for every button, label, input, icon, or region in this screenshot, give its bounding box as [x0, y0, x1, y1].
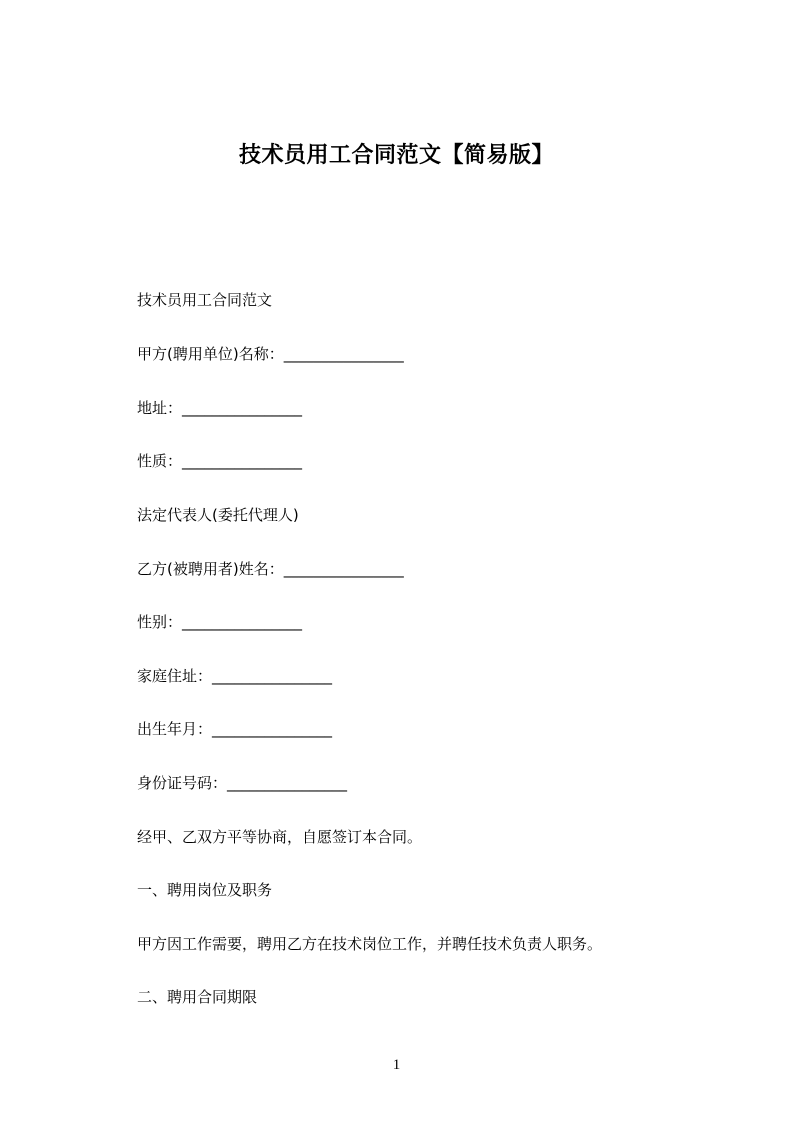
agreement-statement [137, 827, 422, 847]
fill-in-blank: ________________ [227, 774, 348, 792]
employee-name-line [137, 559, 404, 579]
line-text: 经甲、乙双方平等协商，自愿签订本合同。 [137, 828, 423, 846]
nature-line [137, 451, 302, 471]
line-label: 出生年月： [137, 720, 213, 738]
fill-in-blank: ________________ [182, 399, 303, 417]
id-number-line [137, 773, 347, 793]
line-label: 性质： [137, 452, 183, 470]
position-clause [137, 934, 602, 954]
gender-line [137, 612, 302, 632]
document-title: 技术员用工合同范文【简易版】 [238, 143, 554, 168]
line-text: 一、聘用岗位及职务 [137, 881, 273, 899]
employer-name-line [137, 344, 404, 364]
fill-in-blank: ________________ [283, 560, 404, 578]
fill-in-blank: ________________ [182, 613, 303, 631]
line-text: 技术员用工合同范文 [137, 291, 273, 309]
home-address-line [137, 666, 332, 686]
page-number: 1 [392, 1057, 401, 1073]
birth-date-line [137, 719, 332, 739]
legal-representative-line [137, 505, 299, 525]
fill-in-blank: ________________ [182, 452, 303, 470]
line-label: 家庭住址： [137, 667, 213, 685]
section-heading-term [137, 987, 257, 1007]
fill-in-blank: ________________ [283, 345, 404, 363]
line-label: 性别： [137, 613, 183, 631]
fill-in-blank: ________________ [212, 667, 333, 685]
line-label: 甲方(聘用单位)名称： [137, 345, 284, 363]
line-text: 法定代表人(委托代理人) [137, 506, 299, 524]
line-text: 甲方因工作需要，聘用乙方在技术岗位工作，并聘任技术负责人职务。 [137, 935, 603, 953]
fill-in-blank: ________________ [212, 720, 333, 738]
line-label: 地址： [137, 399, 183, 417]
section-heading-position [137, 880, 272, 900]
subtitle-line [137, 290, 272, 310]
line-label: 乙方(被聘用者)姓名： [137, 560, 284, 578]
line-text: 二、聘用合同期限 [137, 988, 258, 1006]
line-label: 身份证号码： [137, 774, 228, 792]
address-line [137, 398, 302, 418]
